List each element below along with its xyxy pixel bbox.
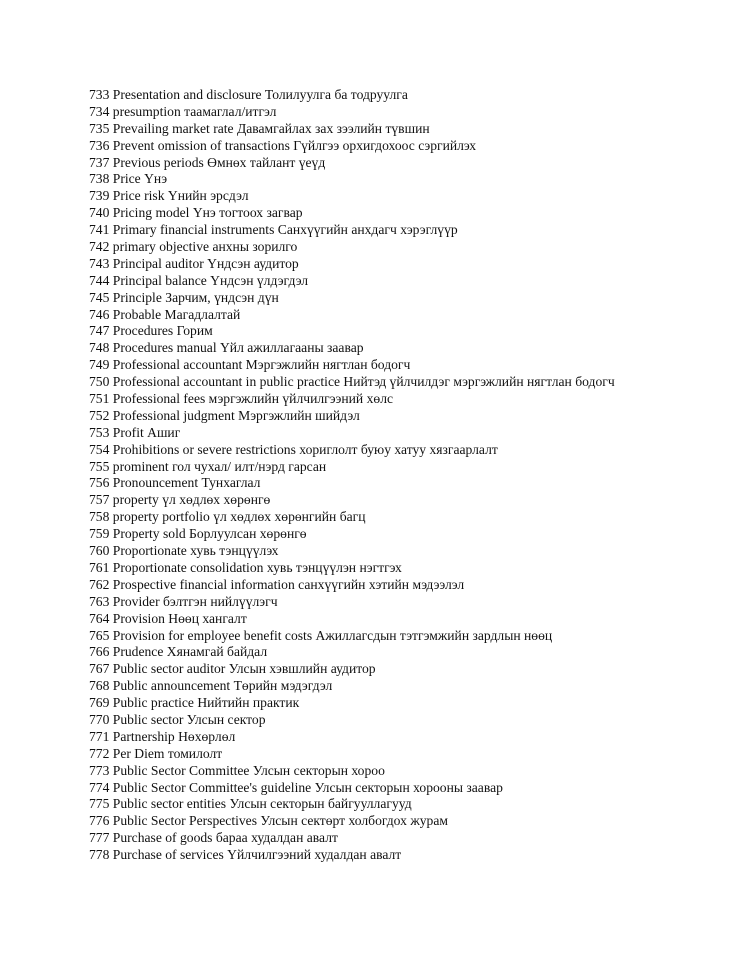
glossary-entry: 735 Prevailing market rate Давамгайлах зах зээлийн түвшин: [89, 120, 430, 136]
glossary-entry: 738 Price Үнэ: [89, 171, 168, 187]
glossary-entry: 734 presumption таамаглал/итгэл: [89, 103, 277, 119]
glossary-entry: 739 Price risk Үнийн эрсдэл: [89, 188, 249, 204]
glossary-entry: 761 Proportionate consolidation хувь тэнцүүлэн нэгтгэх: [89, 559, 402, 575]
glossary-entry: 737 Previous periods Өмнөх тайлант үеүд: [89, 154, 326, 170]
glossary-entry: 775 Public sector entities Улсын секторын байгууллагууд: [89, 796, 412, 812]
glossary-entry: 778 Purchase of services Үйлчилгээний худалдан авалт: [89, 847, 402, 863]
glossary-entry: 765 Provision for employee benefit costs Ажиллагсдын тэтгэмжийн зардлын нөөц: [89, 627, 553, 643]
glossary-entry: 751 Professional fees мэргэжлийн үйлчилгээний хөлс: [89, 391, 394, 407]
glossary-entry: 746 Probable Магадлалтай: [89, 306, 241, 322]
glossary-entry: 756 Pronouncement Тунхаглал: [89, 475, 261, 491]
glossary-entry: 777 Purchase of goods бараа худалдан авалт: [89, 830, 338, 846]
glossary-entry: 772 Per Diem томилолт: [89, 745, 223, 761]
glossary-entry: 753 Profit Ашиг: [89, 424, 181, 440]
glossary-entry: 768 Public announcement Төрийн мэдэгдэл: [89, 678, 333, 694]
glossary-entry: 747 Procedures Горим: [89, 323, 213, 339]
glossary-entry: 750 Professional accountant in public practice Нийтэд үйлчилдэг мэргэжлийн нягтлан бодогч: [89, 374, 615, 390]
glossary-entry: 754 Prohibitions or severe restrictions хориглолт буюу хатуу хязгаарлалт: [89, 441, 498, 457]
glossary-entry: 752 Professional judgment Мэргэжлийн шийдэл: [89, 407, 360, 423]
glossary-entry: 769 Public practice Нийтийн практик: [89, 695, 300, 711]
glossary-entry: 766 Prudence Хянамгай байдал: [89, 644, 268, 660]
glossary-entry: 740 Pricing model Үнэ тогтоох загвар: [89, 205, 303, 221]
glossary-entry: 758 property portfolio үл хөдлөх хөрөнгийн багц: [89, 509, 366, 525]
glossary-entry: 764 Provision Нөөц хангалт: [89, 610, 247, 626]
glossary-entry: 745 Principle Зарчим, үндсэн дүн: [89, 289, 279, 305]
glossary-entry: 749 Professional accountant Мэргэжлийн нягтлан бодогч: [89, 357, 411, 373]
glossary-entry: 773 Public Sector Committee Улсын секторын хороо: [89, 762, 385, 778]
glossary-entry: 757 property үл хөдлөх хөрөнгө: [89, 492, 271, 508]
glossary-entry: 770 Public sector Улсын сектор: [89, 711, 266, 727]
glossary-entry: 743 Principal auditor Үндсэн аудитор: [89, 255, 299, 271]
glossary-entry: 733 Presentation and disclosure Толилуулга ба тодруулга: [89, 87, 408, 102]
glossary-list: [89, 87, 615, 864]
glossary-entry: 744 Principal balance Үндсэн үлдэгдэл: [89, 272, 309, 288]
glossary-entry: 742 primary objective анхны зорилго: [89, 239, 298, 255]
glossary-entry: 736 Prevent omission of transactions Гүйлгээ орхигдохоос сэргийлэх: [89, 137, 477, 153]
glossary-entry: 776 Public Sector Perspectives Улсын сектөрт холбогдох журам: [89, 813, 448, 829]
glossary-entry: 767 Public sector auditor Улсын хэвшлийн аудитор: [89, 661, 376, 677]
glossary-entry: 760 Proportionate хувь тэнцүүлэх: [89, 543, 279, 559]
glossary-entry: 741 Primary financial instruments Санхүүгийн анхдагч хэрэглүүр: [89, 222, 458, 238]
glossary-entry: 759 Property sold Борлуулсан хөрөнгө: [89, 526, 307, 542]
glossary-entry: 771 Partnership Нөхөрлөл: [89, 728, 236, 744]
glossary-entry: 763 Provider бэлтгэн нийлүүлэгч: [89, 593, 278, 609]
glossary-entry: 755 prominent гол чухал/ илт/нэрд гарсан: [89, 458, 327, 474]
glossary-entry: 762 Prospective financial information санхүүгийн хэтийн мэдээлэл: [89, 576, 465, 592]
glossary-entry: 748 Procedures manual Үйл ажиллагааны заавар: [89, 340, 364, 356]
glossary-entry: 774 Public Sector Committee's guideline Улсын секторын хорооны заавар: [89, 779, 503, 795]
